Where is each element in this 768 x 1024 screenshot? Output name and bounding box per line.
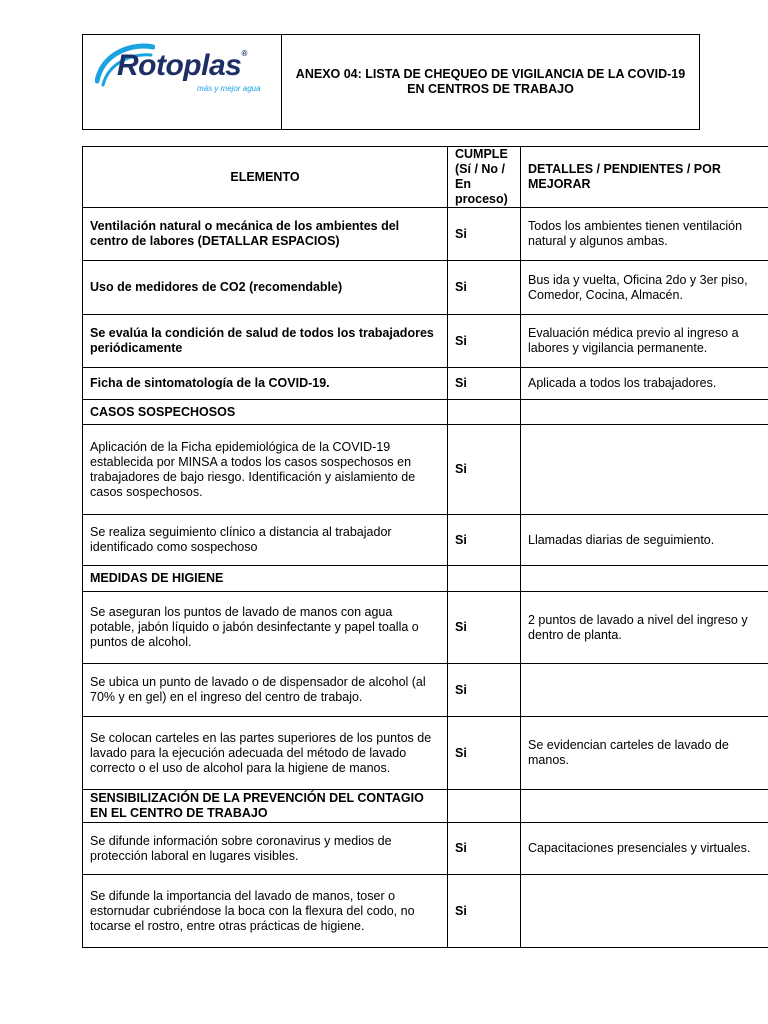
cell-detalles: Se evidencian carteles de lavado de manos. [521, 717, 768, 790]
cell-cumple: Si [448, 592, 521, 664]
cell-elemento: Se difunde información sobre coronavirus y medios de protección laboral en lugares visibles. [83, 823, 448, 875]
cell-detalles [521, 664, 768, 717]
table-row [83, 592, 768, 664]
table-row [83, 425, 768, 515]
table-row [83, 875, 768, 948]
checklist-table [82, 146, 768, 948]
cell-detalles: Todos los ambientes tienen ventilación natural y algunos ambas. [521, 208, 768, 261]
document-header [82, 34, 700, 130]
cell-elemento: Se evalúa la condición de salud de todos los trabajadores periódicamente [83, 315, 448, 368]
table-row [83, 315, 768, 368]
title-line-1: ANEXO 04: LISTA DE CHEQUEO DE VIGILANCIA DE LA COVID-19 [295, 67, 686, 81]
cell-elemento: Se ubica un punto de lavado o de dispensador de alcohol (al 70% y en gel) en el ingreso del centro de trabajo. [83, 664, 448, 717]
cell-elemento: Se difunde la importancia del lavado de manos, toser o estornudar cubriéndose la boca con la flexura del codo, no tocarse el rostro, entre otras prácticas de higiene. [83, 875, 448, 948]
table-row [83, 208, 768, 261]
column-header-cumple: CUMPLE (Sí / No / En proceso) [448, 147, 521, 208]
cell-detalles: Capacitaciones presenciales y virtuales. [521, 823, 768, 875]
cell-cumple: Si [448, 823, 521, 875]
cell-detalles: 2 puntos de lavado a nivel del ingreso y dentro de planta. [521, 592, 768, 664]
cell-cumple [448, 790, 521, 823]
cell-detalles: Llamadas diarias de seguimiento. [521, 515, 768, 566]
cell-elemento: Se aseguran los puntos de lavado de manos con agua potable, jabón líquido o jabón desinfectante y papel toalla o puntos de alcohol. [83, 592, 448, 664]
section-title: CASOS SOSPECHOSOS [83, 400, 448, 425]
table-row [83, 823, 768, 875]
cell-detalles [521, 790, 768, 823]
table-row [83, 368, 768, 400]
table-row [83, 664, 768, 717]
cell-cumple [448, 400, 521, 425]
table-row [83, 515, 768, 566]
table-body [83, 208, 768, 948]
cell-cumple: Si [448, 368, 521, 400]
cell-elemento: Uso de medidores de CO2 (recomendable) [83, 261, 448, 315]
cell-cumple [448, 566, 521, 592]
logo-tagline: más y mejor agua [197, 84, 261, 93]
cell-cumple: Si [448, 875, 521, 948]
cell-detalles [521, 875, 768, 948]
cell-detalles: Evaluación médica previo al ingreso a labores y vigilancia permanente. [521, 315, 768, 368]
table-header-row [83, 147, 768, 208]
section-title: MEDIDAS DE HIGIENE [83, 566, 448, 592]
cell-cumple: Si [448, 717, 521, 790]
column-header-detalles: DETALLES / PENDIENTES / POR MEJORAR [521, 147, 768, 208]
section-row [83, 566, 768, 592]
cell-detalles: Aplicada a todos los trabajadores. [521, 368, 768, 400]
section-row [83, 790, 768, 823]
cell-detalles [521, 425, 768, 515]
table-row [83, 717, 768, 790]
cell-cumple: Si [448, 515, 521, 566]
table-row [83, 261, 768, 315]
section-row [83, 400, 768, 425]
cell-cumple: Si [448, 664, 521, 717]
cell-detalles [521, 566, 768, 592]
cell-cumple: Si [448, 425, 521, 515]
cell-cumple: Si [448, 261, 521, 315]
logo-wordmark: Rotoplas® [117, 49, 247, 82]
logo-cell [83, 35, 282, 129]
cell-elemento: Aplicación de la Ficha epidemiológica de la COVID-19 establecida por MINSA a todos los casos sospechosos en trabajadores de bajo riesgo. Identificación y aislamiento de casos sospechosos. [83, 425, 448, 515]
section-title: SENSIBILIZACIÓN DE LA PREVENCIÓN DEL CONTAGIO EN EL CENTRO DE TRABAJO [83, 790, 448, 823]
cell-elemento: Ventilación natural o mecánica de los ambientes del centro de labores (DETALLAR ESPACIOS) [83, 208, 448, 261]
cell-detalles: Bus ida y vuelta, Oficina 2do y 3er piso, Comedor, Cocina, Almacén. [521, 261, 768, 315]
document-title [282, 35, 699, 129]
cell-cumple: Si [448, 208, 521, 261]
column-header-elemento: ELEMENTO [83, 147, 448, 208]
cell-cumple: Si [448, 315, 521, 368]
cell-elemento: Ficha de sintomatología de la COVID-19. [83, 368, 448, 400]
title-line-2: EN CENTROS DE TRABAJO [407, 82, 574, 96]
cell-elemento: Se colocan carteles en las partes superiores de los puntos de lavado para la ejecución adecuada del método de lavado correcto o el uso de alcohol para la higiene de manos. [83, 717, 448, 790]
cell-detalles [521, 400, 768, 425]
cell-elemento: Se realiza seguimiento clínico a distancia al trabajador identificado como sospechoso [83, 515, 448, 566]
